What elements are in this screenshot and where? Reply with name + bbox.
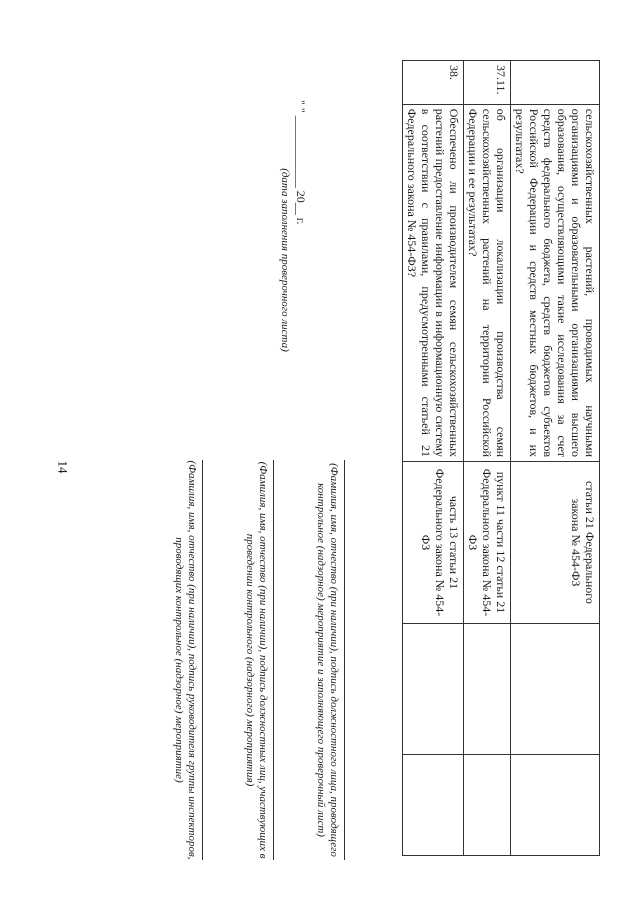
row-question: Обеспечено ли производителем семян сельскохозяйственных растений предоставление информации в информационную систему в соответствии с правилами, предусмотренными статьей 21 Федерального закона № 454-ФЗ?: [403, 104, 464, 461]
signature-block-participants: [243, 460, 274, 860]
row-legal-basis: статьи 21 Федерального закона № 454-ФЗ: [511, 462, 600, 624]
signature-caption: (Фамилия, имя, отчество (при наличии), подпись должностного лица, проводящего контрольное (надзорное) мероприятие и заполняющего проверочный лист): [315, 463, 340, 857]
signature-caption: (Фамилия, имя, отчество (при наличии), подпись руководителя группы инспекторов, проводящих контрольное (надзорное) мероприятие): [173, 460, 198, 860]
row-answer-cell: [403, 623, 464, 754]
date-block: [278, 100, 308, 420]
row-number: 38.: [403, 61, 464, 105]
row-question: об организации локализации производства семян сельскохозяйственных растений на территории Российской Федерации и ее результатах?: [464, 104, 511, 461]
rotated-page-content: [40, 40, 600, 876]
row-note-cell: [464, 755, 511, 856]
date-line: " " ____________ 20__ г.: [294, 100, 308, 225]
row-answer-cell: [511, 623, 600, 754]
row-note-cell: [511, 755, 600, 856]
signature-block-inspector: [314, 460, 345, 860]
signature-line: [273, 460, 274, 860]
page-number: 14: [55, 460, 71, 474]
date-caption: (дата заполнения проверочного листа): [279, 168, 291, 352]
signature-caption: (Фамилия, имя, отчество (при наличии), подпись должностных лиц, участвующих в проведении контрольного (надзорного) мероприятия): [244, 461, 269, 859]
table-row: [511, 61, 600, 856]
table-row: [464, 61, 511, 856]
row-legal-basis: часть 13 статьи 21 Федерального закона № 454-ФЗ: [403, 462, 464, 624]
row-number: 37.11.: [464, 61, 511, 105]
row-answer-cell: [464, 623, 511, 754]
signature-line: [202, 460, 203, 860]
row-question: сельскохозяйственных растений, проводимых научными организациями и образовательными организациями высшего образования, осуществляющими такие исследования за счет средств федерального бюджета, средств бюджетов субъектов Российской Федерации и средств местных бюджетов, и их результатах?: [511, 104, 600, 461]
table-row: [403, 61, 464, 856]
signature-line: [344, 460, 345, 860]
row-legal-basis: пункт 11 части 12 статьи 21 Федерального закона № 454-ФЗ: [464, 462, 511, 624]
row-number: [511, 61, 600, 105]
signature-block-group-leader: [172, 460, 203, 860]
row-note-cell: [403, 755, 464, 856]
checklist-table: [402, 60, 600, 856]
